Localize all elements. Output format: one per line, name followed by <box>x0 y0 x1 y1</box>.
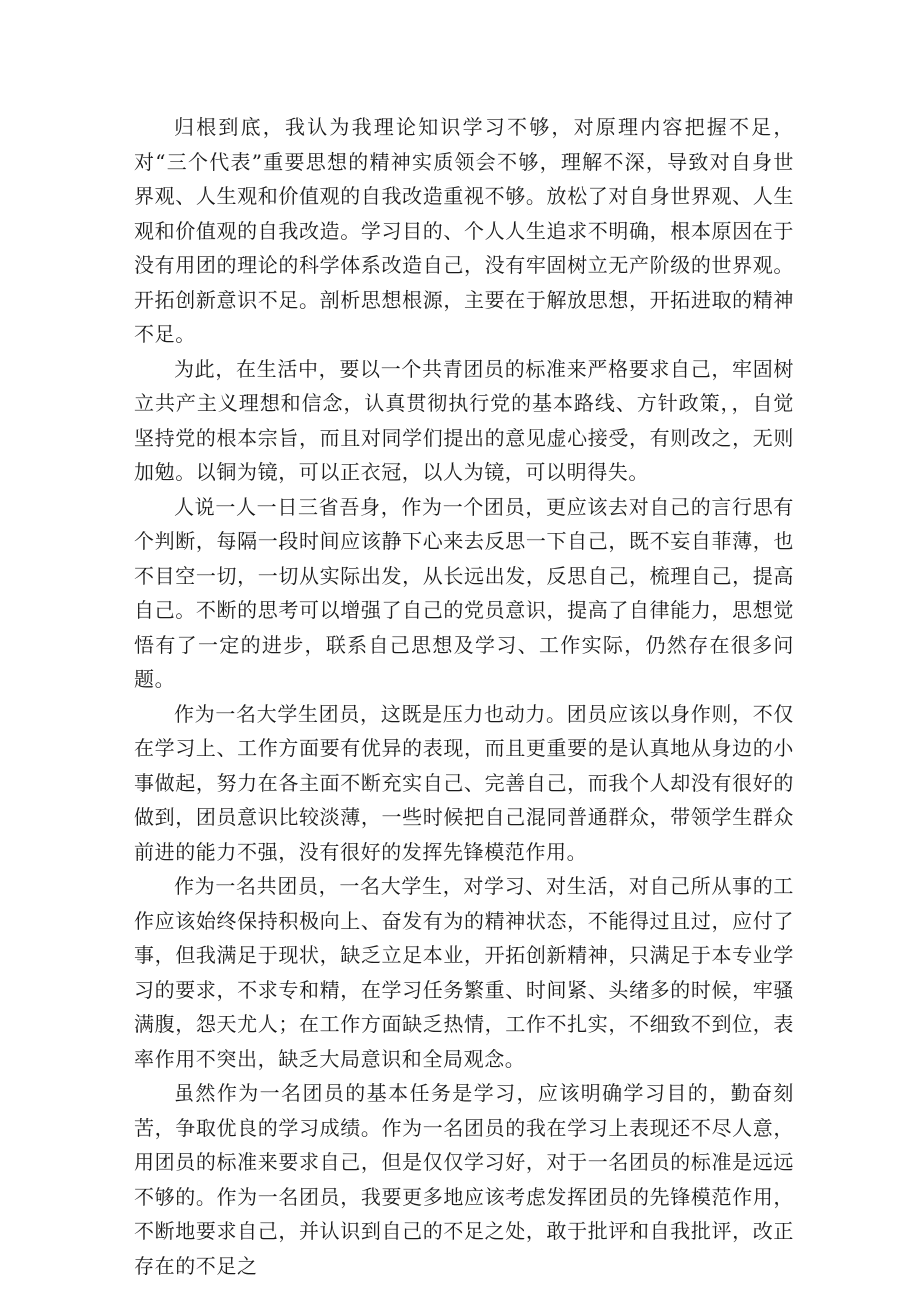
paragraph-2: 为此，在生活中，要以一个共青团员的标准来严格要求自己，牢固树立共产主义理想和信念，认真贯彻执行党的基本路线、方针政策，，自觉坚持党的根本宗旨，而且对同学们提出的意见虚心接受，有则改之，无则加勉。以铜为镜，可以正衣冠，以人为镜，可以明得失。 <box>134 356 794 484</box>
paragraph-3: 人说一人一日三省吾身，作为一个团员，更应该去对自己的言行思有个判断，每隔一段时间应该静下心来去反思一下自己，既不妄自菲薄，也不目空一切，一切从实际出发，从长远出发，反思自己，梳理自己，提高自己。不断的思考可以增强了自己的党员意识，提高了自律能力，思想觉悟有了一定的进步，联系自己思想及学习、工作实际，仍然存在很多问题。 <box>134 494 794 691</box>
paragraph-1: 归根到底，我认为我理论知识学习不够，对原理内容把握不足，对“三个代表”重要思想的精神实质领会不够，理解不深，导致对自身世界观、人生观和价值观的自我改造重视不够。放松了对自身世界观、人生观和价值观的自我改造。学习目的、个人人生追求不明确，根本原因在于没有用团的理论的科学体系改造自己，没有牢固树立无产阶级的世界观。开拓创新意识不足。剖析思想根源，主要在于解放思想，开拓进取的精神不足。 <box>134 115 794 346</box>
paragraph-6: 虽然作为一名团员的基本任务是学习，应该明确学习目的，勤奋刻苦，争取优良的学习成绩。作为一名团员的我在学习上表现还不尽人意，用团员的标准来要求自己，但是仅仅学习好，对于一名团员的标准是远远不够的。作为一名团员，我要更多地应该考虑发挥团员的先锋模范作用，不断地要求自己，并认识到自己的不足之处，敢于批评和自我批评，改正存在的不足之 <box>134 1081 794 1278</box>
paragraph-4: 作为一名大学生团员，这既是压力也动力。团员应该以身作则，不仅在学习上、工作方面要有优异的表现，而且更重要的是认真地从身边的小事做起，努力在各主面不断充实自己、完善自己，而我个人却没有很好的做到，团员意识比较淡薄，一些时候把自己混同普通群众，带领学生群众前进的能力不强，没有很好的发挥先锋模范作用。 <box>134 701 794 864</box>
paragraph-5: 作为一名共团员，一名大学生，对学习、对生活，对自己所从事的工作应该始终保持积极向上、奋发有为的精神状态，不能得过且过，应付了事，但我满足于现状，缺乏立足本业，开拓创新精神，只满足于本专业学习的要求，不求专和精，在学习任务繁重、时间紧、头绪多的时候，牢骚满腹，怨天尤人；在工作方面缺乏热情，工作不扎实，不细致不到位，表率作用不突出，缺乏大局意识和全局观念。 <box>134 874 794 1071</box>
document-body <box>134 110 794 1283</box>
